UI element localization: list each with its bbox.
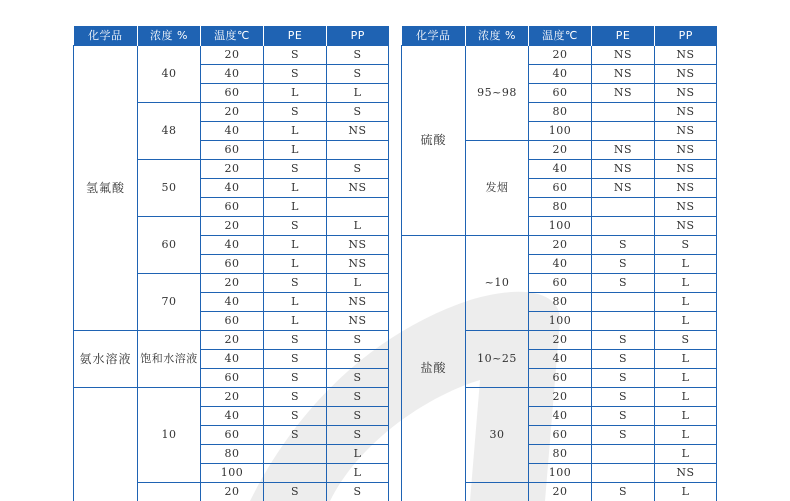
pe-rating-cell: S <box>264 216 327 235</box>
pp-rating-cell: L <box>655 425 717 444</box>
temperature-cell: 80 <box>529 444 592 463</box>
temperature-cell: 40 <box>201 121 264 140</box>
pp-rating-cell: L <box>655 311 717 330</box>
pp-rating-cell: L <box>327 444 389 463</box>
concentration-cell <box>138 482 201 501</box>
pe-rating-cell: S <box>592 368 655 387</box>
temperature-cell: 40 <box>529 64 592 83</box>
pp-rating-cell: L <box>655 254 717 273</box>
pe-rating-cell: NS <box>592 140 655 159</box>
pp-rating-cell: L <box>655 387 717 406</box>
temperature-cell: 60 <box>201 197 264 216</box>
temperature-cell: 20 <box>201 45 264 64</box>
pp-rating-cell: NS <box>655 64 717 83</box>
temperature-cell: 20 <box>529 140 592 159</box>
pe-rating-cell: S <box>264 273 327 292</box>
pp-rating-cell: NS <box>655 463 717 482</box>
temperature-cell: 20 <box>201 159 264 178</box>
header-concentration: 浓度 % <box>138 26 201 45</box>
temperature-cell: 100 <box>201 463 264 482</box>
pp-rating-cell: NS <box>327 254 389 273</box>
pe-rating-cell: L <box>264 254 327 273</box>
header-pp: PP <box>327 26 389 45</box>
temperature-cell: 60 <box>201 254 264 273</box>
pp-rating-cell: S <box>327 387 389 406</box>
pp-rating-cell: S <box>327 368 389 387</box>
header-pe: PE <box>592 26 655 45</box>
temperature-cell: 40 <box>529 254 592 273</box>
temperature-cell: 60 <box>201 425 264 444</box>
table-row <box>74 387 389 406</box>
pe-rating-cell: S <box>592 273 655 292</box>
pp-rating-cell: S <box>327 349 389 368</box>
header-temperature: 温度℃ <box>529 26 592 45</box>
concentration-cell: 60 <box>138 216 201 273</box>
pe-rating-cell: S <box>264 330 327 349</box>
pe-rating-cell <box>592 444 655 463</box>
pp-rating-cell: NS <box>327 311 389 330</box>
pp-rating-cell: S <box>327 45 389 64</box>
pp-rating-cell: S <box>327 159 389 178</box>
temperature-cell: 40 <box>201 235 264 254</box>
pe-rating-cell: S <box>592 254 655 273</box>
pp-rating-cell: NS <box>327 121 389 140</box>
pe-rating-cell: S <box>592 482 655 501</box>
pe-rating-cell: NS <box>592 45 655 64</box>
temperature-cell: 100 <box>529 216 592 235</box>
pp-rating-cell: L <box>655 349 717 368</box>
chemical-cell: 盐酸 <box>402 235 466 501</box>
temperature-cell: 40 <box>201 406 264 425</box>
pe-rating-cell: S <box>592 330 655 349</box>
pe-rating-cell <box>592 311 655 330</box>
header-pp: PP <box>655 26 717 45</box>
table-row <box>74 45 389 64</box>
temperature-cell: 20 <box>201 273 264 292</box>
pp-rating-cell: NS <box>655 159 717 178</box>
chemical-cell: 氢氟酸 <box>74 45 138 330</box>
pp-rating-cell: L <box>655 444 717 463</box>
pp-rating-cell: NS <box>327 235 389 254</box>
temperature-cell: 20 <box>529 330 592 349</box>
table-row <box>402 45 717 64</box>
temperature-cell: 20 <box>529 387 592 406</box>
pe-rating-cell: NS <box>592 178 655 197</box>
pp-rating-cell: L <box>655 273 717 292</box>
temperature-cell: 40 <box>529 406 592 425</box>
pp-rating-cell: L <box>327 83 389 102</box>
temperature-cell: 20 <box>201 330 264 349</box>
pp-rating-cell: L <box>655 292 717 311</box>
temperature-cell: 20 <box>529 482 592 501</box>
pp-rating-cell: S <box>327 102 389 121</box>
temperature-cell: 60 <box>201 368 264 387</box>
pe-rating-cell <box>264 463 327 482</box>
temperature-cell: 60 <box>529 83 592 102</box>
pp-rating-cell: L <box>327 273 389 292</box>
chemical-cell <box>74 387 138 501</box>
temperature-cell: 20 <box>201 482 264 501</box>
pp-rating-cell: NS <box>655 140 717 159</box>
pe-rating-cell <box>592 216 655 235</box>
concentration-cell: 95~98 <box>466 45 529 140</box>
temperature-cell: 20 <box>201 216 264 235</box>
temperature-cell: 80 <box>529 102 592 121</box>
temperature-cell: 60 <box>201 83 264 102</box>
pe-rating-cell: L <box>264 311 327 330</box>
temperature-cell: 60 <box>529 273 592 292</box>
header-chemical: 化学品 <box>74 26 138 45</box>
pp-rating-cell: S <box>327 406 389 425</box>
pp-rating-cell: NS <box>655 178 717 197</box>
pp-rating-cell: S <box>655 330 717 349</box>
concentration-cell <box>466 482 529 501</box>
table-header-row <box>402 26 717 45</box>
pp-rating-cell <box>327 140 389 159</box>
pp-rating-cell: NS <box>655 45 717 64</box>
concentration-cell: 10 <box>138 387 201 482</box>
temperature-cell: 60 <box>201 140 264 159</box>
table-row <box>74 330 389 349</box>
pe-rating-cell: S <box>592 235 655 254</box>
pe-rating-cell: S <box>264 64 327 83</box>
pp-rating-cell: S <box>655 235 717 254</box>
temperature-cell: 80 <box>201 444 264 463</box>
pe-rating-cell: S <box>264 425 327 444</box>
pp-rating-cell: NS <box>655 121 717 140</box>
header-pe: PE <box>264 26 327 45</box>
temperature-cell: 40 <box>201 64 264 83</box>
pp-rating-cell: NS <box>655 83 717 102</box>
concentration-cell: 30 <box>466 387 529 482</box>
temperature-cell: 40 <box>529 349 592 368</box>
pp-rating-cell: NS <box>327 292 389 311</box>
pe-rating-cell: NS <box>592 159 655 178</box>
pe-rating-cell: L <box>264 121 327 140</box>
temperature-cell: 20 <box>201 387 264 406</box>
temperature-cell: 100 <box>529 463 592 482</box>
chemical-cell: 硫酸 <box>402 45 466 235</box>
pe-rating-cell: L <box>264 235 327 254</box>
pe-rating-cell <box>592 292 655 311</box>
header-chemical: 化学品 <box>402 26 466 45</box>
temperature-cell: 100 <box>529 121 592 140</box>
pp-rating-cell: S <box>327 64 389 83</box>
pe-rating-cell: S <box>592 387 655 406</box>
concentration-cell: 10~25 <box>466 330 529 387</box>
temperature-cell: 60 <box>201 311 264 330</box>
concentration-cell: 48 <box>138 102 201 159</box>
pe-rating-cell: S <box>264 45 327 64</box>
pe-rating-cell: S <box>592 425 655 444</box>
pp-rating-cell: S <box>327 425 389 444</box>
chemical-cell: 氨水溶液 <box>74 330 138 387</box>
temperature-cell: 80 <box>529 292 592 311</box>
temperature-cell: 60 <box>529 368 592 387</box>
temperature-cell: 20 <box>529 45 592 64</box>
pp-rating-cell: L <box>327 216 389 235</box>
concentration-cell: 40 <box>138 45 201 102</box>
pe-rating-cell: S <box>264 368 327 387</box>
temperature-cell: 40 <box>529 159 592 178</box>
pe-rating-cell <box>592 463 655 482</box>
pp-rating-cell: NS <box>327 178 389 197</box>
pe-rating-cell: S <box>264 159 327 178</box>
temperature-cell: 40 <box>201 349 264 368</box>
pe-rating-cell: S <box>264 349 327 368</box>
table-row <box>402 235 717 254</box>
pe-rating-cell <box>592 102 655 121</box>
pe-rating-cell <box>592 197 655 216</box>
concentration-cell: 饱和水溶液 <box>138 330 201 387</box>
pe-rating-cell: NS <box>592 64 655 83</box>
table-header-row <box>74 26 389 45</box>
temperature-cell: 80 <box>529 197 592 216</box>
pe-rating-cell: L <box>264 178 327 197</box>
header-temperature: 温度℃ <box>201 26 264 45</box>
temperature-cell: 20 <box>529 235 592 254</box>
pp-rating-cell: L <box>327 463 389 482</box>
temperature-cell: 20 <box>201 102 264 121</box>
pe-rating-cell: S <box>264 102 327 121</box>
temperature-cell: 60 <box>529 178 592 197</box>
pp-rating-cell: NS <box>655 197 717 216</box>
pe-rating-cell: S <box>264 387 327 406</box>
pe-rating-cell: L <box>264 83 327 102</box>
pp-rating-cell: L <box>655 406 717 425</box>
pe-rating-cell <box>264 444 327 463</box>
concentration-cell: ~10 <box>466 235 529 330</box>
pe-rating-cell <box>592 121 655 140</box>
concentration-cell: 50 <box>138 159 201 216</box>
pe-rating-cell: S <box>592 406 655 425</box>
pe-rating-cell: S <box>592 349 655 368</box>
pe-rating-cell: NS <box>592 83 655 102</box>
pe-rating-cell: L <box>264 292 327 311</box>
pe-rating-cell: S <box>264 406 327 425</box>
pe-rating-cell: L <box>264 140 327 159</box>
concentration-cell: 发烟 <box>466 140 529 235</box>
pe-rating-cell: S <box>264 482 327 501</box>
pp-rating-cell: NS <box>655 102 717 121</box>
pp-rating-cell: NS <box>655 216 717 235</box>
pp-rating-cell: S <box>327 330 389 349</box>
concentration-cell: 70 <box>138 273 201 330</box>
temperature-cell: 40 <box>201 292 264 311</box>
temperature-cell: 40 <box>201 178 264 197</box>
chemical-resistance-table-right <box>401 26 717 501</box>
chemical-resistance-table-left <box>73 26 389 501</box>
temperature-cell: 60 <box>529 425 592 444</box>
pp-rating-cell: L <box>655 368 717 387</box>
pe-rating-cell: L <box>264 197 327 216</box>
header-concentration: 浓度 % <box>466 26 529 45</box>
pp-rating-cell: S <box>327 482 389 501</box>
temperature-cell: 100 <box>529 311 592 330</box>
pp-rating-cell: L <box>655 482 717 501</box>
pp-rating-cell <box>327 197 389 216</box>
